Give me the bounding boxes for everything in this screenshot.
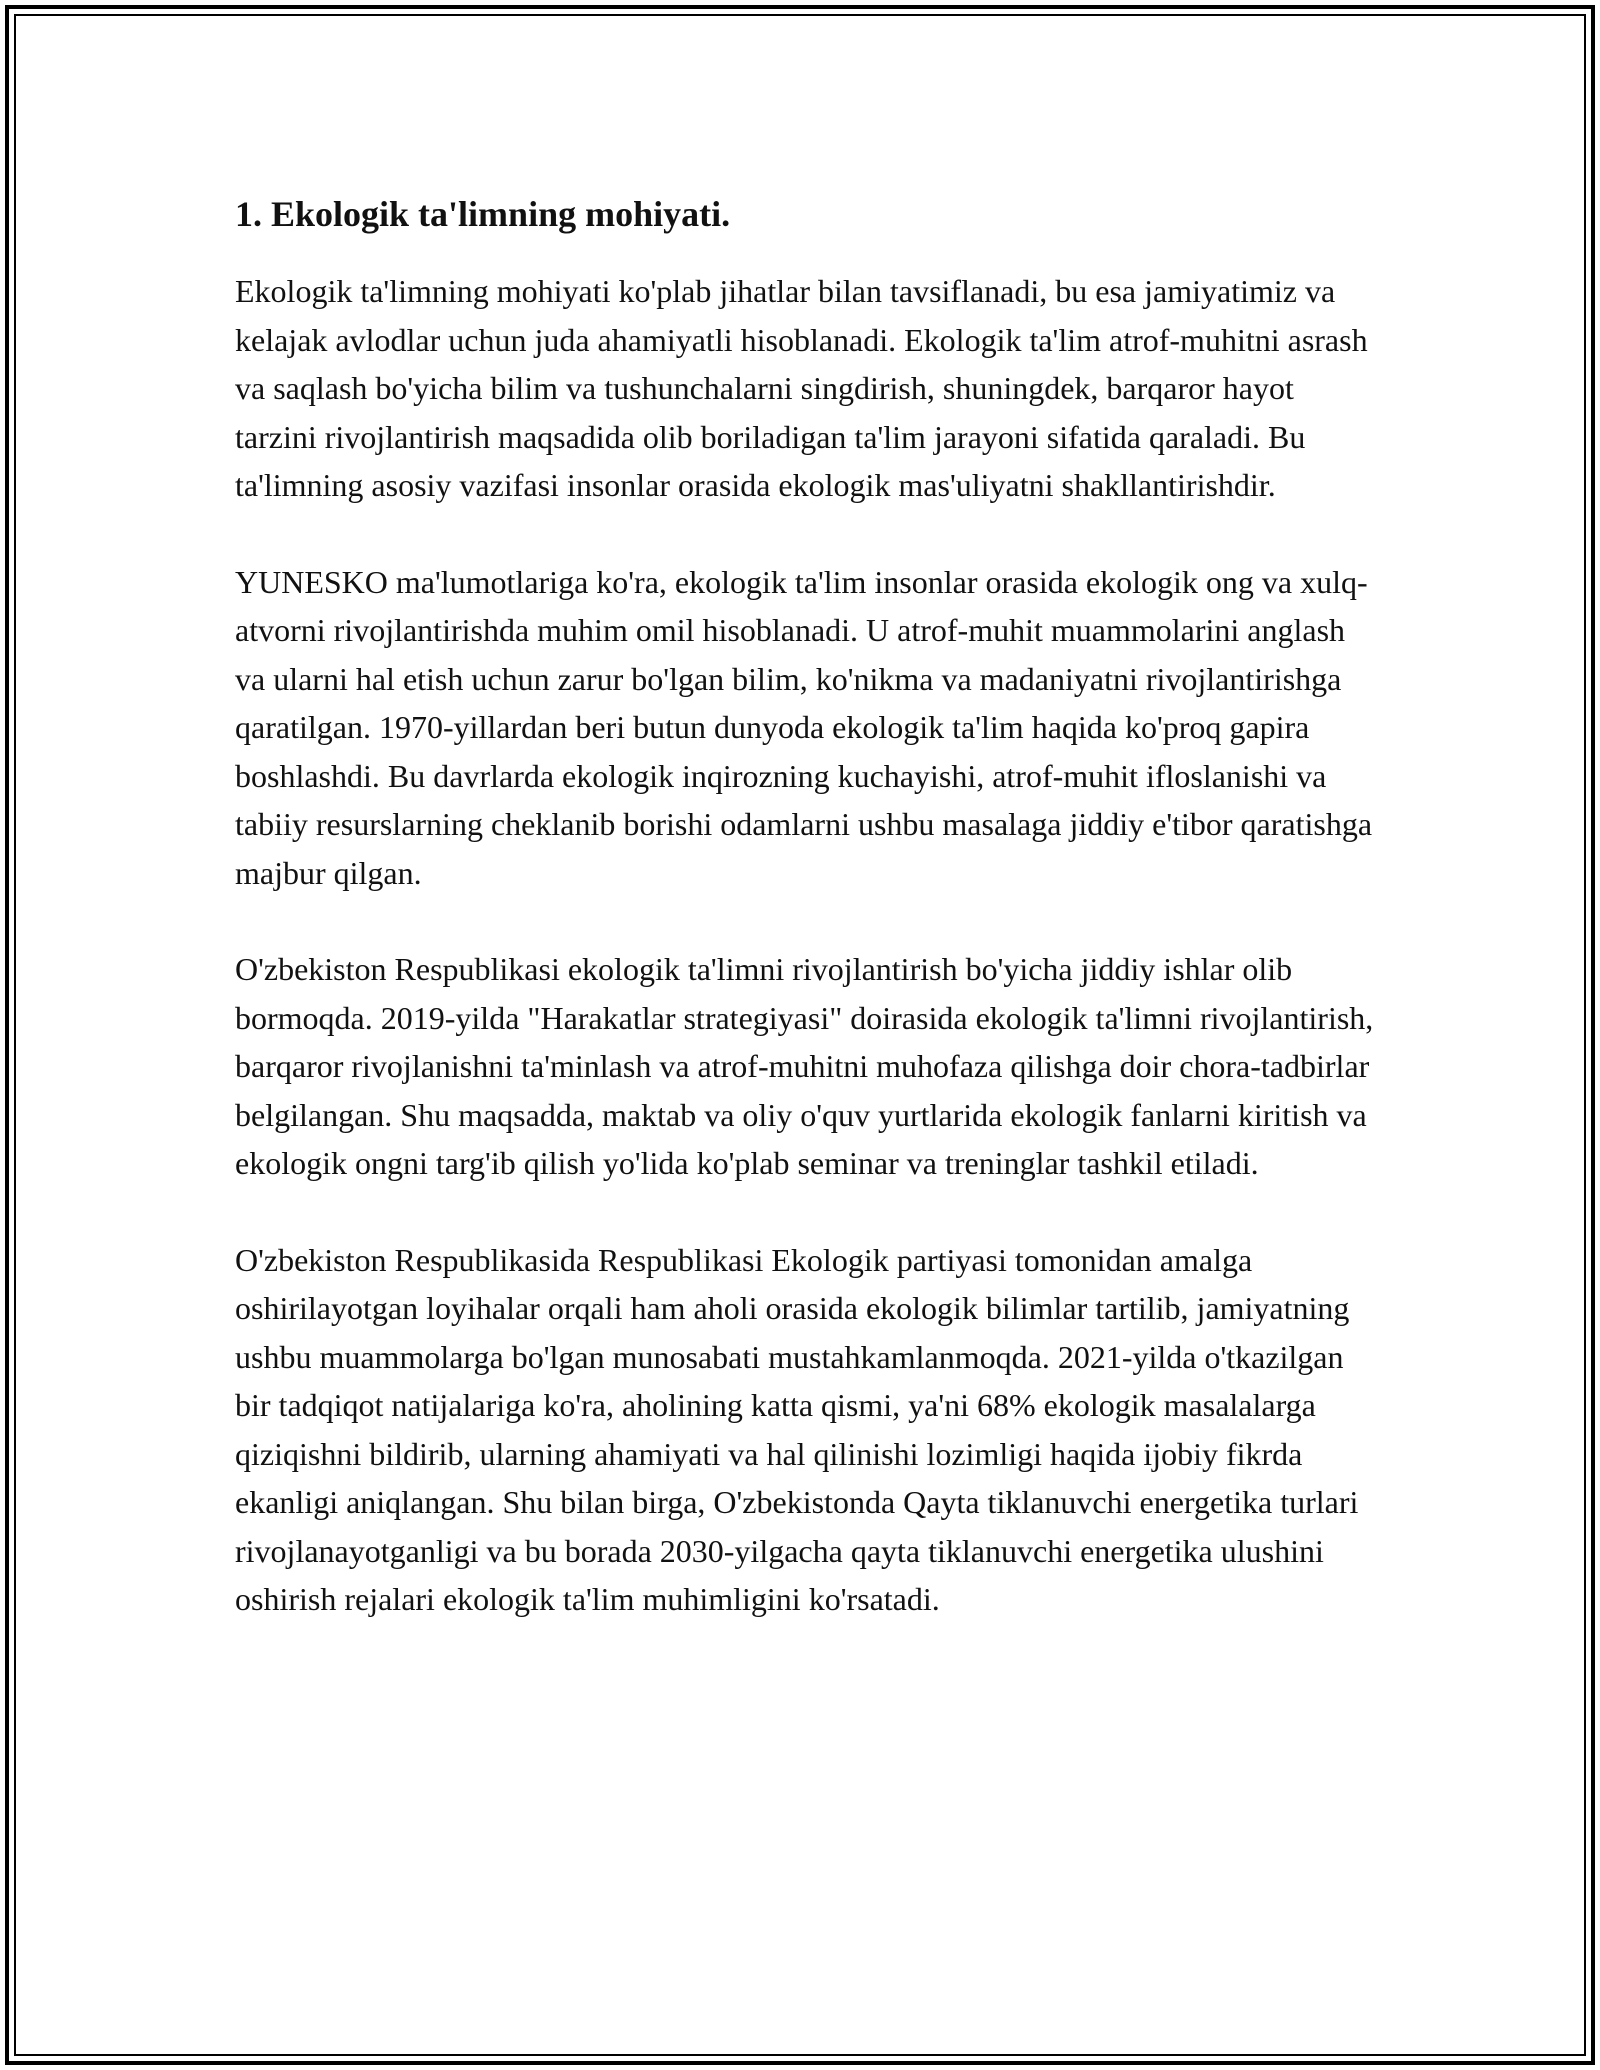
paragraph-2: YUNESKO ma'lumotlariga ko'ra, ekologik ta'lim insonlar orasida ekologik ong va xulq-atvorni rivojlantirishda muhim omil hisoblanadi. U atrof-muhit muammolarini anglash va ularni hal etish uchun zarur bo'lgan bilim, ko'nikma va madaniyatni rivojlantirishga qaratilgan. 1970-yillardan beri butun dunyoda ekologik ta'lim haqida ko'proq gapira boshlashdi. Bu davrlarda ekologik inqirozning kuchayishi, atrof-muhit ifloslanishi va tabiiy resurslarning cheklanib borishi odamlarni ushbu masalaga jiddiy e'tibor qaratishga majbur qilgan.	[235, 563, 1373, 891]
paragraph-1: Ekologik ta'limning mohiyati ko'plab jihatlar bilan tavsiflanadi, bu esa jamiyatimiz va kelajak avlodlar uchun juda ahamiyatli hisoblanadi. Ekologik ta'lim atrof-muhitni asrash va saqlash bo'yicha bilim va tushunchalarni singdirish, shuningdek, barqaror hayot tarzini rivojlantirish maqsadida olib boriladigan ta'lim jarayoni sifatida qaraladi. Bu ta'limning asosiy vazifasi insonlar orasida ekologik mas'uliyatni shakllantirishdir.	[235, 273, 1368, 503]
paragraph-4: O'zbekiston Respublikasida Respublikasi Ekologik partiyasi tomonidan amalga oshirilayotgan loyihalar orqali ham aholi orasida ekologik bilimlar tartilib, jamiyatning ushbu muammolarga bo'lgan munosabati mustahkamlanmoqda. 2021-yilda o'tkazilgan bir tadqiqot natijalariga ko'ra, aholining katta qismi, ya'ni 68% ekologik masalalarga qiziqishni bildirib, ularning ahamiyati va hal qilinishi lozimligi haqida ijobiy fikrda ekanligi aniqlangan. Shu bilan birga, O'zbekistonda Qayta tiklanuvchi energetika turlari rivojlanayotganligi va bu borada 2030-yilgacha qayta tiklanuvchi energetika ulushini oshirish rejalari ekologik ta'lim muhimligini ko'rsatadi.	[235, 1241, 1359, 1617]
document-body	[235, 186, 1375, 1672]
section-heading: 1. Ekologik ta'limning mohiyati.	[235, 194, 731, 234]
paragraph-3: O'zbekiston Respublikasi ekologik ta'limni rivojlantirish bo'yicha jiddiy ishlar olib bormoqda. 2019-yilda "Harakatlar strategiyasi" doirasida ekologik ta'limni rivojlantirish, barqaror rivojlanishni ta'minlash va atrof-muhitni muhofaza qilishga doir chora-tadbirlar belgilangan. Shu maqsadda, maktab va oliy o'quv yurtlarida ekologik fanlarni kiritish va ekologik ongni targ'ib qilish yo'lida ko'plab seminar va treninglar tashkil etiladi.	[235, 951, 1374, 1181]
